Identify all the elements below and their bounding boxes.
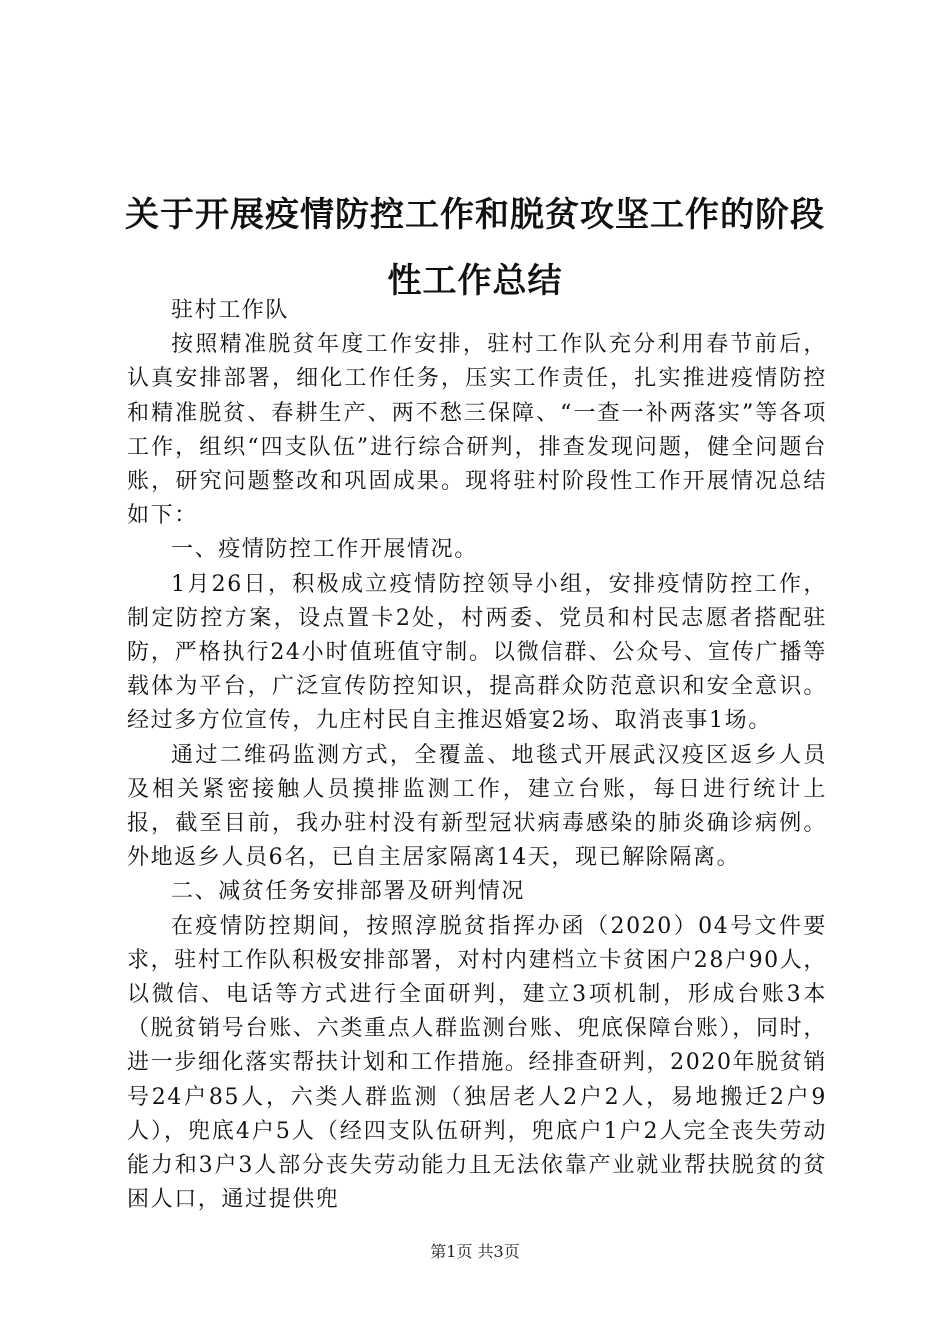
paragraph-epidemic-2: 通过二维码监测方式，全覆盖、地毯式开展武汉疫区返乡人员及相关紧密接触人员摸排监测工作，建立台账，每日进行统计上报，截至目前，我办驻村没有新型冠状病毒感染的肺炎确诊病例。外地返乡人员6名，已自主居家隔离14天，现已解除隔离。 bbox=[127, 742, 827, 871]
document-title: 关于开展疫情防控工作和脱贫攻坚工作的阶段性工作总结 bbox=[125, 195, 825, 301]
author-line: 驻村工作队 bbox=[171, 298, 290, 323]
document-body bbox=[127, 294, 827, 1217]
page-number-footer: 第1页 共3页 bbox=[430, 1242, 520, 1261]
section-heading-1: 一、疫情防控工作开展情况。 bbox=[171, 537, 478, 563]
paragraph-poverty-1: 在疫情防控期间，按照淳脱贫指挥办函（2020）04号文件要求，驻村工作队积极安排部署，对村内建档立卡贫困户28户90人，以微信、电话等方式进行全面研判，建立3项机制，形成台账3本（脱贫销号台账、六类重点人群监测台账、兜底保障台账），同时，进一步细化落实帮扶计划和工作措施。经排查研判，2020年脱贫销号24户85人，六类人群监测（独居老人2户2人，易地搬迁2户9人），兜底4户5人（经四支队伍研判，兜底户1户2人完全丧失劳动能力和3户3人部分丧失劳动能力且无法依靠产业就业帮扶脱贫的贫困人口，通过提供兜 bbox=[127, 913, 827, 1213]
paragraph-epidemic-1: 1月26日，积极成立疫情防控领导小组，安排疫情防控工作，制定防控方案，设点置卡2处，村两委、党员和村民志愿者搭配驻防，严格执行24小时值班值守制。以微信群、公众号、宣传广播等载体为平台，广泛宣传防控知识，提高群众防范意识和安全意识。经过多方位宣传，九庄村民自主推迟婚宴2场、取消丧事1场。 bbox=[127, 571, 827, 734]
section-heading-2: 二、减贫任务安排部署及研判情况 bbox=[171, 879, 526, 905]
paragraph-intro: 按照精准脱贫年度工作安排，驻村工作队充分利用春节前后，认真安排部署，细化工作任务，压实工作责任，扎实推进疫情防控和精准脱贫、春耕生产、两不愁三保障、“一查一补两落实”等各项工作，组织“四支队伍”进行综合研判，排查发现问题，健全问题台账，研究问题整改和巩固成果。现将驻村阶段性工作开展情况总结如下： bbox=[127, 332, 827, 529]
